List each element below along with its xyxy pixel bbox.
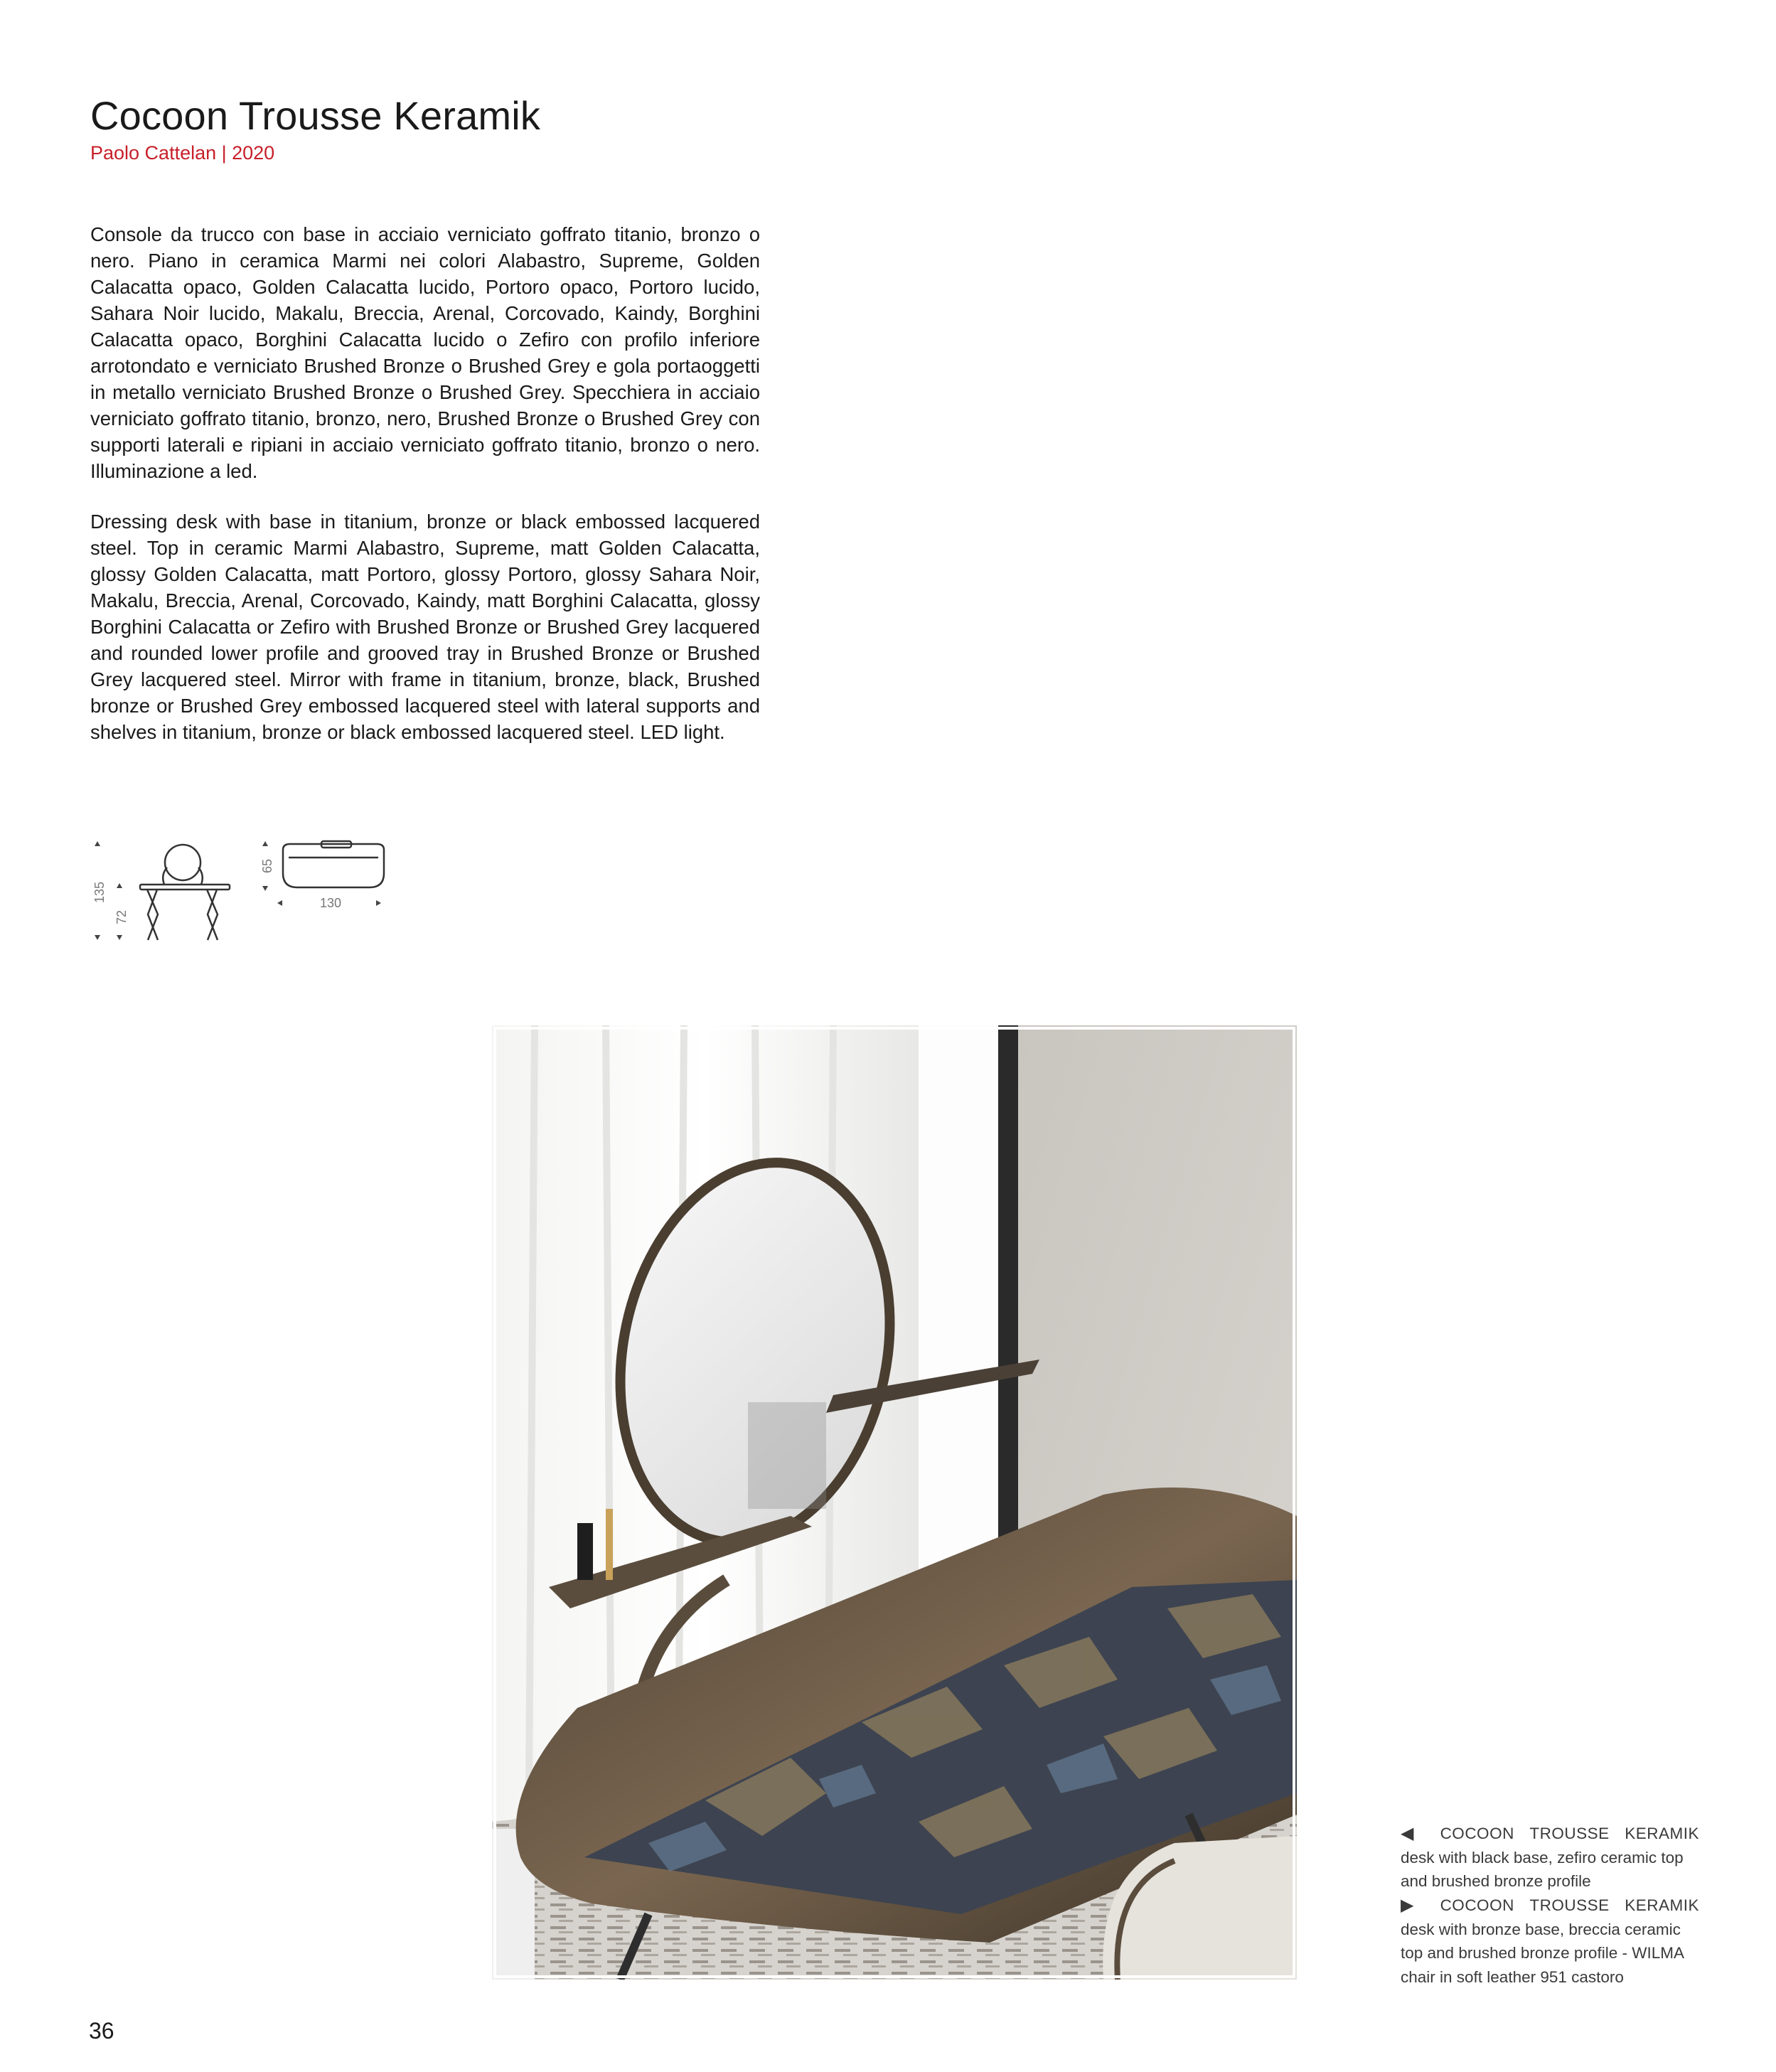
triangle-right-icon: ▶ — [1401, 1896, 1414, 1915]
product-photo — [492, 1025, 1297, 1980]
photo-caption — [1401, 1822, 1699, 1894]
desk-top-outline — [283, 841, 384, 887]
caption-heading-word: KERAMIK — [1625, 1825, 1699, 1842]
page-number: 36 — [89, 2018, 114, 2044]
triangle-left-icon: ◀ — [1401, 1824, 1414, 1843]
caption-heading-word: COCOON — [1440, 1896, 1514, 1914]
description-italian: Console da trucco con base in acciaio verniciato goffrato titanio, bronzo o nero. Piano in ceramica Marmi nei colori Alabastro, Supreme, Golden Calacatta opaco, Golden Calacatta lucido, Portoro opaco, Portoro lucido, Sahara Noir lucido, Makalu, Breccia, Arenal, Corcovado, Kaindy, Borghini Calacatta opaco, Borghini Calacatta lucido o Zefiro con profilo inferiore arrotondato e verniciato Brushed Bronze o Brushed Grey e gola portaoggetti in metallo verniciato Brushed Bronze o Brushed Grey. Specchiera in acciaio verniciato goffrato titanio, bronzo, nero, Brushed Bronze o Brushed Grey con supporti laterali e ripiani in acciaio verniciato goffrato titanio, bronzo o nero. Illuminazione a led. — [90, 223, 760, 482]
designer-year: Paolo Cattelan | 2020 — [90, 142, 275, 164]
caption-heading-word: TROUSSE — [1529, 1896, 1610, 1914]
depth-label: 65 — [260, 858, 274, 873]
caption-heading — [1401, 1822, 1699, 1846]
caption-heading-word: COCOON — [1440, 1825, 1514, 1842]
caption-text: desk with bronze base, breccia ceramic top and brushed bronze profile - WILMA chair in soft leather 951 castoro — [1401, 1920, 1684, 1986]
width-label: 130 — [320, 896, 342, 910]
caption-text: desk with black base, zefiro ceramic top and brushed bronze profile — [1401, 1848, 1684, 1890]
caption-heading-word: KERAMIK — [1625, 1896, 1699, 1914]
top-view-drawing — [256, 832, 398, 917]
desk-front-outline — [140, 845, 230, 940]
page-title: Cocoon Trousse Keramik — [90, 93, 541, 138]
photo-caption — [1401, 1894, 1699, 1989]
description-english: Dressing desk with base in titanium, bronze or black embossed lacquered steel. Top in ceramic Marmi Alabastro, Supreme, matt Golden Calacatta, glossy Golden Calacatta, matt Portoro, glossy Portoro, glossy Sahara Noir, Makalu, Breccia, Arenal, Corcovado, Kaindy, matt Borghini Calacatta, glossy Borghini Calacatta or Zefiro with Brushed Bronze or Brushed Grey lacquered and rounded lower profile and grooved tray in Brushed Bronze or Brushed Grey lacquered steel. Mirror with frame in titanium, bronze, black, Brushed bronze or Brushed Grey embossed lacquered steel with lateral supports and shelves in titanium, bronze or black embossed lacquered steel. LED light. — [90, 511, 760, 743]
total-height-label: 135 — [92, 881, 107, 903]
front-view-drawing — [87, 832, 236, 946]
table-height-label: 72 — [114, 909, 129, 924]
caption-heading — [1401, 1894, 1699, 1918]
caption-heading-word: TROUSSE — [1529, 1825, 1610, 1842]
